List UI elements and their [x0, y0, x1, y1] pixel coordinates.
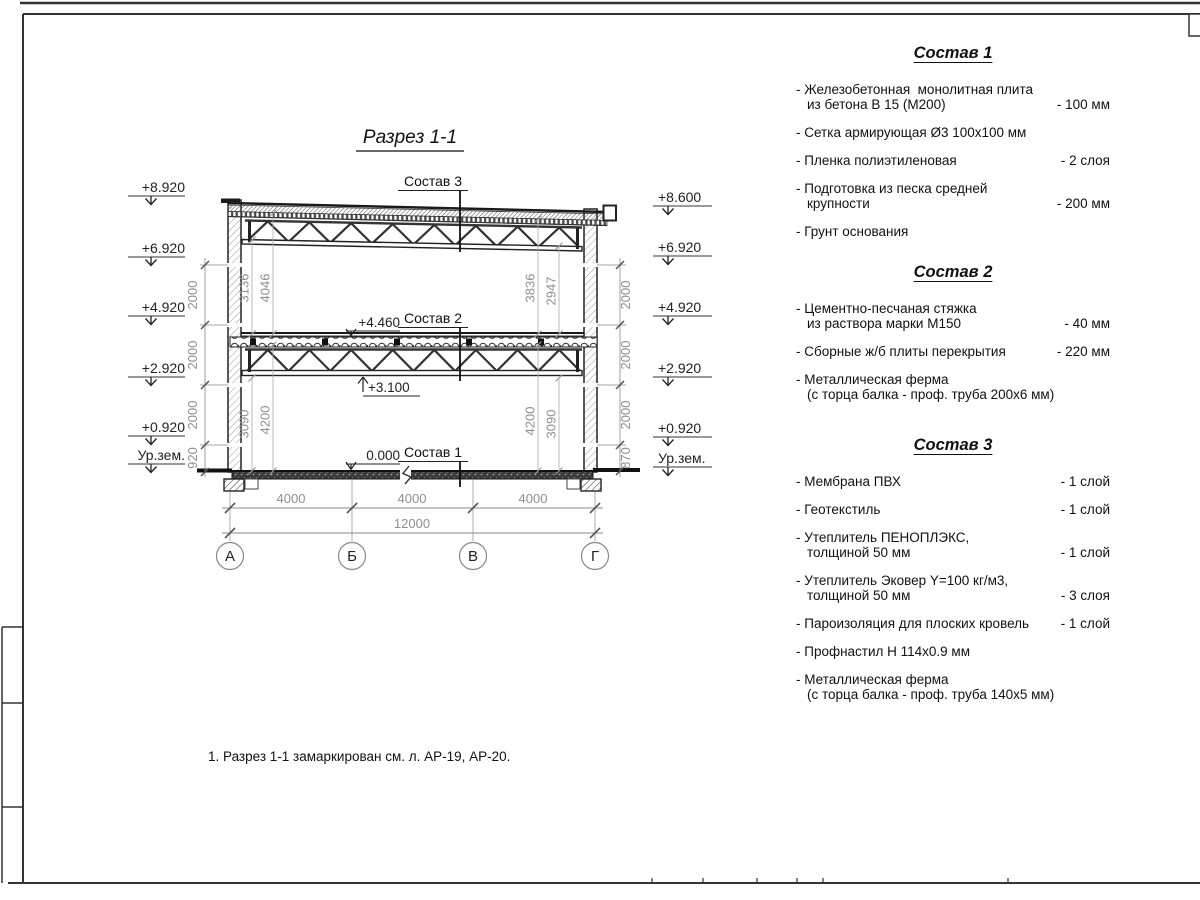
dim-3836: 3836 [522, 273, 538, 303]
bottom-dimensions [222, 480, 603, 541]
spec-item: - Утеплитель Эковер Y=100 кг/м3, толщиной 50 мм - 3 слоя [796, 573, 1110, 603]
spec-title-sostav-1: Состав 1 [913, 44, 993, 62]
spec-value: - 1 слой [1060, 616, 1110, 631]
level-left-2920: +0.920 [141, 419, 185, 435]
dim-2947: 2947 [543, 276, 559, 306]
dim-4000-1: 4000 [276, 491, 306, 506]
spec-value: - 2 слоя [1060, 153, 1110, 168]
axis-b: Б [347, 548, 357, 565]
level-left-4920: +4.920 [141, 299, 185, 315]
section-title: Разрез 1-1 [362, 127, 458, 148]
spec-value: - 1 слой [1060, 545, 1110, 560]
dimension-chain-left [200, 258, 228, 477]
mark-0000: 0.000 [366, 448, 400, 463]
dim-4046: 4046 [257, 273, 273, 303]
spec-section-sostav-3 [796, 426, 1110, 702]
level-right-6920: +6.920 [658, 239, 702, 255]
level-right-0920: +0.920 [658, 420, 702, 436]
spec-title-sostav-2: Состав 2 [913, 263, 993, 281]
spec-value: - 40 мм [1064, 316, 1110, 331]
axis-bubbles [217, 543, 609, 570]
axis-v: В [467, 548, 479, 565]
spec-item: - Металлическая ферма (с торца балка - проф. труба 140х5 мм) [796, 672, 1055, 702]
dim-12000: 12000 [393, 516, 431, 531]
spec-title-sostav-3: Состав 3 [913, 436, 993, 454]
dim-left-2000-3: 2000 [185, 400, 200, 430]
spec-section-sostav-2 [796, 263, 1110, 402]
dim-right-870: 870 [618, 447, 633, 469]
frame-corner-box [1189, 14, 1200, 36]
ground-slab [197, 466, 640, 491]
spec-item: - Геотекстиль - 1 слой [796, 502, 1110, 517]
foundation-right [581, 479, 601, 491]
dim-left-2000-2: 2000 [185, 340, 200, 370]
specification-panel [796, 34, 1110, 726]
spec-item: - Мембрана ПВХ - 1 слой [796, 474, 1110, 489]
spec-value: - 200 мм [1056, 196, 1110, 211]
label-sostav-3: Состав 3 [403, 173, 463, 189]
dim-right-2000-1: 2000 [618, 280, 633, 310]
spec-section-sostav-1 [796, 34, 1110, 239]
dim-4000-2: 4000 [397, 491, 427, 506]
spec-value: - 100 мм [1056, 97, 1110, 112]
level-left-ground: Ур.зем. [137, 447, 185, 463]
label-sostav-2: Состав 2 [403, 310, 463, 326]
dim-right-2000-2: 2000 [618, 340, 633, 370]
level-left-8920: +8.920 [141, 179, 185, 195]
spec-item: - Пароизоляция для плоских кровель - 1 слой [796, 616, 1110, 631]
dim-left-920: 920 [185, 447, 200, 469]
spec-item: - Сетка армирующая Ø3 100x100 мм [796, 125, 1027, 140]
level-right-8600: +8.600 [658, 189, 702, 205]
level-left-0920: +2.920 [141, 360, 185, 376]
spec-item: - Цементно-песчаная стяжка из раствора марки М150 - 40 мм [796, 301, 1110, 331]
spec-item: - Грунт основания [796, 224, 909, 239]
dim-left-2000-1: 2000 [185, 280, 200, 310]
mark-4460: +4.460 [358, 315, 400, 330]
axis-g: Г [590, 548, 600, 565]
spec-value: - 1 слой [1060, 474, 1110, 489]
dim-4000-3: 4000 [518, 491, 548, 506]
spec-item: - Металлическая ферма (с торца балка - проф. труба 200х6 мм) [796, 372, 1055, 402]
elevation-marks-right [653, 189, 712, 476]
roof-end-cap-right [604, 206, 617, 221]
level-right-2920: +2.920 [658, 360, 702, 376]
dim-right-2000-3: 2000 [618, 400, 633, 430]
spec-value: - 220 мм [1056, 344, 1110, 359]
spec-item: - Подготовка из песка средней крупности - 200 мм [796, 181, 1110, 211]
parapet-cap-left [221, 199, 240, 204]
elevation-marks-left [128, 179, 185, 473]
dim-3090-left: 3090 [236, 409, 252, 439]
label-sostav-1: Состав 1 [403, 444, 463, 460]
spec-value: - 3 слоя [1060, 588, 1110, 603]
dim-3136: 3136 [236, 273, 252, 303]
dim-4200-left: 4200 [257, 405, 273, 435]
level-left-6920: +6.920 [141, 240, 185, 256]
spec-item: - Утеплитель ПЕНОПЛЭКС, толщиной 50 мм - 1 слой [796, 530, 1110, 560]
drawing-note: 1. Разрез 1-1 замаркирован см. л. АР-19, АР-20. [208, 749, 511, 764]
floor-truss-web [247, 350, 580, 371]
spec-value: - 1 слой [1060, 502, 1110, 517]
floor-truss-bottom-chord [242, 371, 582, 376]
spec-item: - Профнастил Н 114х0.9 мм [796, 644, 970, 659]
floor-assembly [230, 333, 597, 376]
spec-item: - Железобетонная монолитная плита из бетона В 15 (М200) - 100 мм [796, 82, 1110, 112]
mark-3100: +3.100 [368, 380, 410, 395]
spec-item: - Сборные ж/б плиты перекрытия - 220 мм [796, 344, 1110, 359]
foundation-left [224, 479, 244, 491]
axis-a: А [224, 548, 236, 565]
level-right-4920: +4.920 [658, 299, 702, 315]
roof-assembly [221, 199, 616, 252]
dim-4200-right: 4200 [522, 406, 538, 436]
dim-3090-right: 3090 [543, 409, 559, 439]
spec-item: - Пленка полиэтиленовая - 2 слоя [796, 153, 1110, 168]
level-right-ground: Ур.зем. [658, 450, 706, 466]
frame-left-margin-boxes [2, 627, 23, 883]
